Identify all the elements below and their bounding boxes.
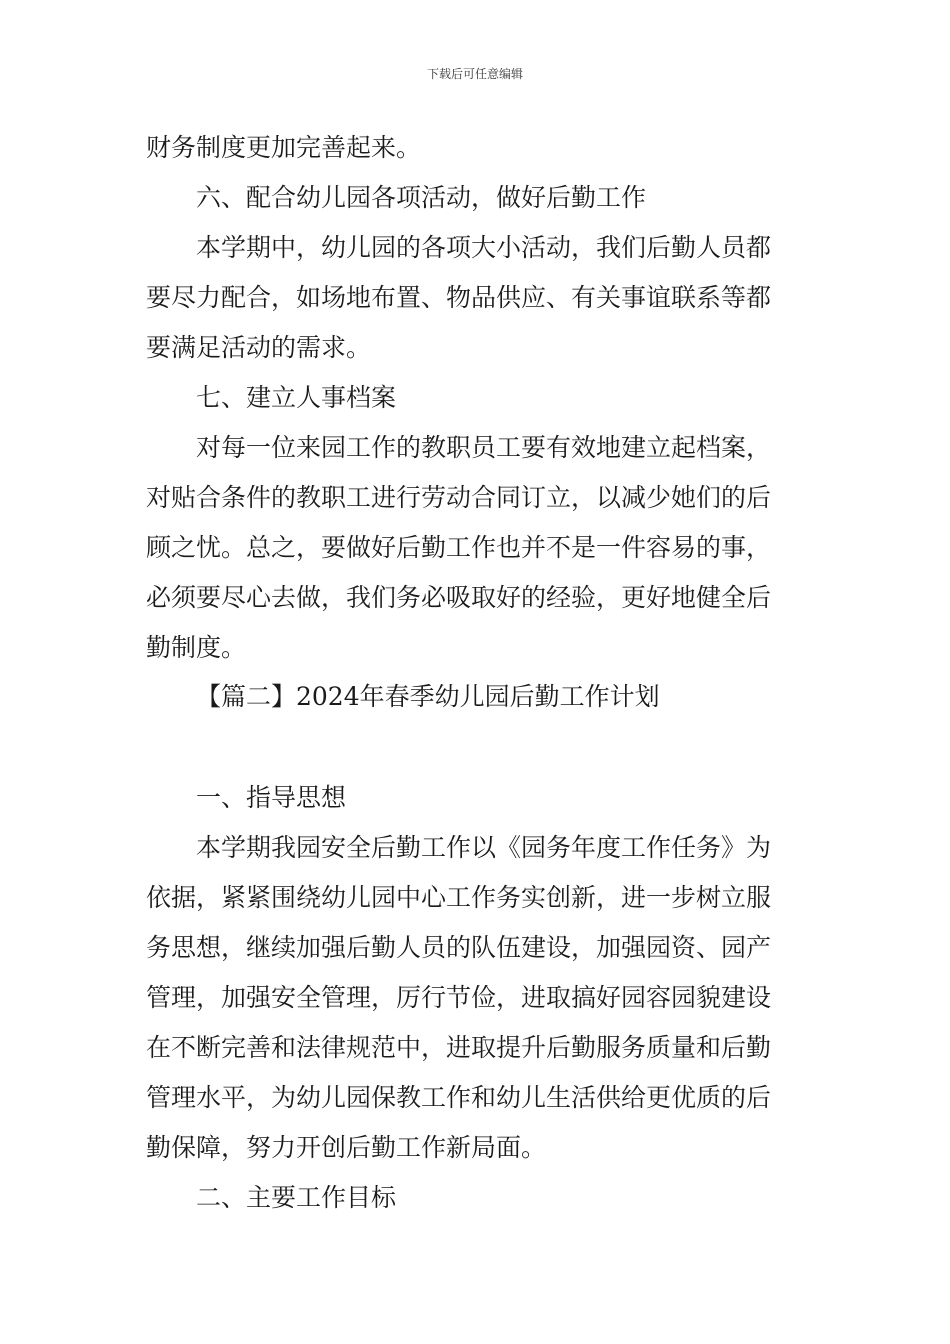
paragraph-line: 对贴合条件的教职工进行劳动合同订立，以减少她们的后	[146, 483, 772, 512]
paragraph-line: 要尽力配合，如场地布置、物品供应、有关事谊联系等都	[146, 283, 772, 312]
paragraph-line: 要满足活动的需求。	[146, 333, 372, 362]
paragraph-line: 管理，加强安全管理，厉行节俭，进取搞好园容园貌建设	[146, 983, 772, 1012]
paragraph-line: 顾之忧。总之，要做好后勤工作也并不是一件容易的事，	[146, 533, 772, 562]
paragraph-line: 本学期中，幼儿园的各项大小活动，我们后勤人员都	[196, 233, 772, 262]
paragraph-line: 依据，紧紧围绕幼儿园中心工作务实创新，进一步树立服	[146, 883, 772, 912]
paragraph-line: 财务制度更加完善起来。	[146, 133, 422, 162]
paragraph-line: 对每一位来园工作的教职员工要有效地建立起档案，	[196, 433, 772, 462]
page-header-note: 下载后可任意编辑	[426, 67, 523, 81]
section-heading-7: 七、建立人事档案	[196, 383, 397, 412]
paragraph-line: 勤制度。	[146, 633, 247, 662]
paragraph-line: 本学期我园安全后勤工作以《园务年度工作任务》为	[196, 833, 772, 862]
paragraph-line: 在不断完善和法律规范中，进取提升后勤服务质量和后勤	[146, 1033, 772, 1062]
paragraph-line: 勤保障，努力开创后勤工作新局面。	[146, 1133, 547, 1162]
section-heading-2: 二、主要工作目标	[196, 1183, 397, 1212]
section-heading-1: 一、指导思想	[196, 783, 347, 812]
article-title: 【篇二】2024年春季幼儿园后勤工作计划	[196, 682, 660, 711]
section-heading-6: 六、配合幼儿园各项活动，做好后勤工作	[196, 183, 647, 212]
paragraph-line: 务思想，继续加强后勤人员的队伍建设，加强园资、园产	[146, 933, 772, 962]
paragraph-line: 管理水平，为幼儿园保教工作和幼儿生活供给更优质的后	[146, 1083, 772, 1112]
paragraph-line: 必须要尽心去做，我们务必吸取好的经验，更好地健全后	[146, 583, 772, 612]
